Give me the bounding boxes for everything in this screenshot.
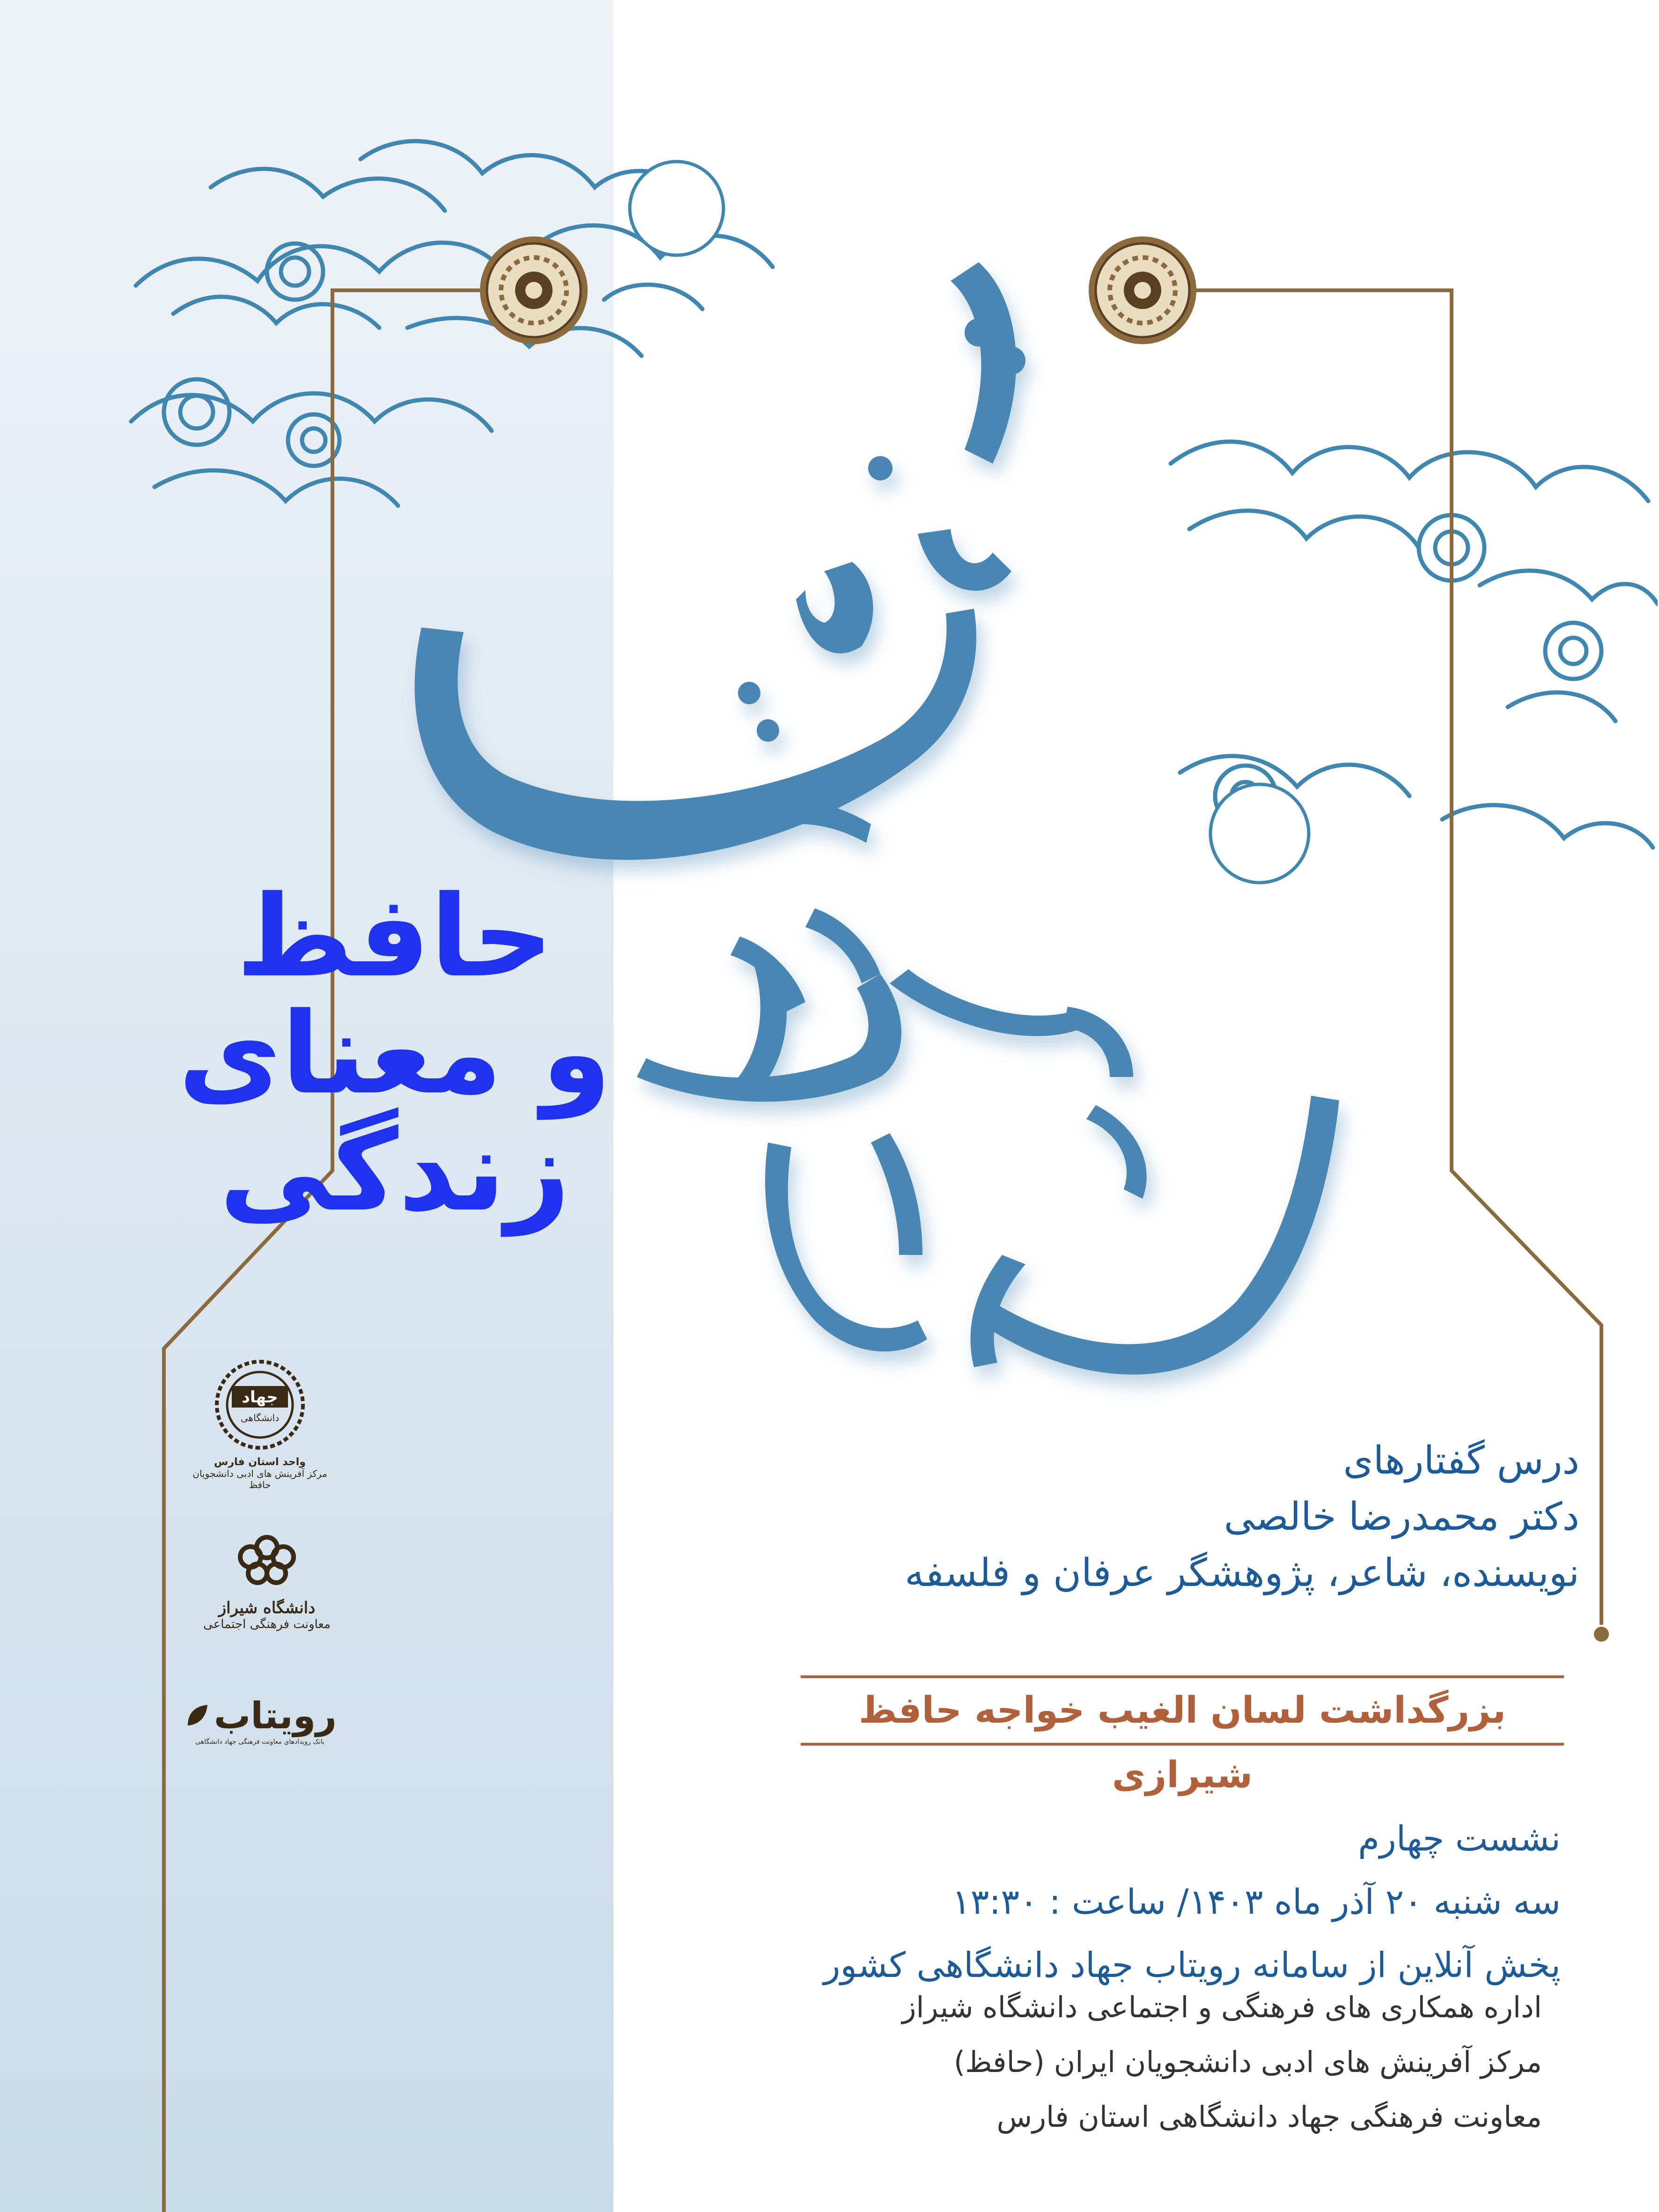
session-broadcast: پخش آنلاین از سامانه رویتاب جهاد دانشگاهی کشور <box>823 1945 1561 1985</box>
leaf-icon <box>183 1702 211 1730</box>
shiraz-tree-icon <box>225 1531 309 1597</box>
royetab-name: رویتاب <box>214 1695 337 1737</box>
subtitle-line-2: و معنای <box>178 988 612 1119</box>
commemoration-banner: بزرگداشت لسان الغیب خواجه حافظ شیرازی <box>801 1675 1564 1746</box>
jahad-logo <box>178 1358 342 1490</box>
shiraz-university-logo <box>201 1531 332 1631</box>
jahad-emblem-icon <box>213 1358 307 1452</box>
lecture-info <box>905 1433 1579 1601</box>
speaker-name: دکتر محمدرضا خالصی <box>1224 1495 1579 1539</box>
subtitle-line-3: زندگی <box>219 1105 570 1236</box>
organizer-item: اداره همکاری های فرهنگی و اجتماعی دانشگاه شیراز <box>902 1990 1542 2024</box>
session-title: نشست چهارم <box>1358 1819 1561 1859</box>
jahad-name: جهاد <box>242 1388 278 1407</box>
organizer-item: مرکز آفرینش های ادبی دانشجویان ایران (حافظ) <box>953 2045 1542 2079</box>
royetab-caption: بانک رویدادهای معاونت فرهنگی جهاد دانشگاهی <box>195 1738 324 1746</box>
jahad-caption-2: مرکز آفرینش های ادبی دانشجویان <box>192 1468 327 1479</box>
session-info <box>824 1807 1561 1997</box>
organizer-item: معاونت فرهنگی جهاد دانشگاهی استان فارس <box>996 2100 1542 2134</box>
jahad-caption-1: واحد استان فارس <box>214 1456 306 1468</box>
royetab-logo <box>183 1695 337 1746</box>
organizers-list <box>902 1990 1542 2154</box>
jahad-caption-3: حافظ <box>249 1479 271 1490</box>
subtitle-line-1: حافظ <box>236 871 553 1002</box>
shiraz-name: دانشگاه شیراز <box>218 1599 316 1617</box>
session-datetime: سه شنبه ۲۰ آذر ماه ۱۴۰۳/ ساعت : ۱۳:۳۰ <box>951 1882 1561 1922</box>
jahad-sub: دانشگاهی <box>240 1412 280 1423</box>
lecture-heading: درس گفتارهای <box>1343 1438 1579 1483</box>
shiraz-caption: معاونت فرهنگی اجتماعی <box>203 1617 331 1631</box>
speaker-roles: نویسنده، شاعر، پژوهشگر عرفان و فلسفه <box>905 1551 1579 1595</box>
